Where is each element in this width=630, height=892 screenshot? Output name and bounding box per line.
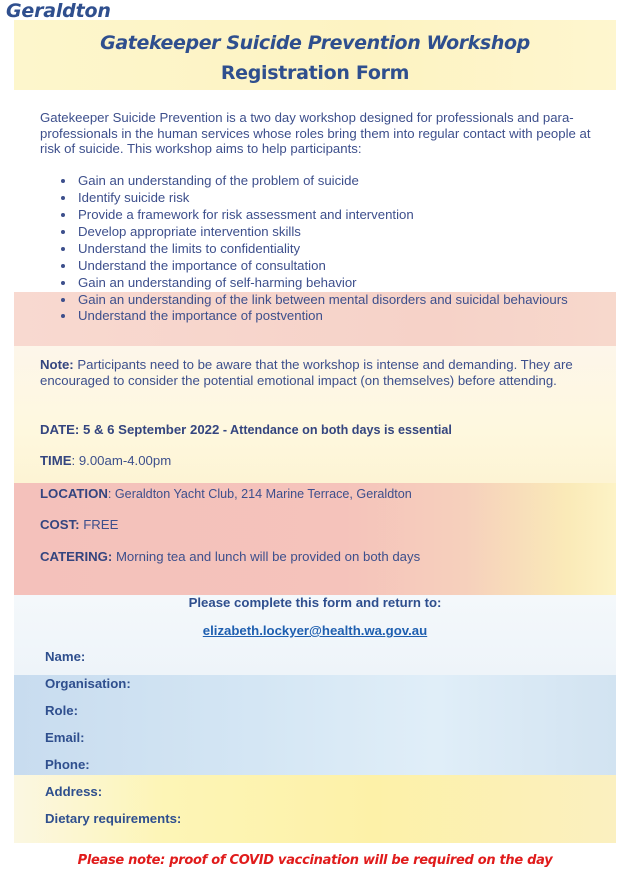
aims-list: [40, 173, 580, 325]
note-label: Note:: [40, 357, 74, 372]
city-heading: Geraldton: [6, 0, 111, 22]
time-text: : 9.00am-4.00pm: [71, 453, 172, 468]
bullet-icon: [61, 196, 65, 200]
intro-paragraph: Gatekeeper Suicide Prevention is a two day workshop designed for professionals and para-professionals in the human services whose roles bring them into regular contact with people at risk of suicide. This workshop aims to help participants:: [40, 110, 591, 156]
cost-text: FREE: [79, 517, 119, 532]
bullet-icon: [61, 179, 65, 183]
aims-list-item: Gain an understanding of self-harming behavior: [40, 275, 580, 291]
aims-list-item: Understand the importance of consultation: [40, 258, 580, 274]
bullet-icon: [61, 264, 65, 268]
catering-line: [40, 549, 420, 564]
aims-list-item: Provide a framework for risk assessment and intervention: [40, 207, 580, 223]
catering-label: CATERING:: [40, 549, 113, 564]
field-role-label[interactable]: Role:: [45, 703, 78, 718]
aims-list-item: Understand the limits to confidentiality: [40, 241, 580, 257]
cost-line: [40, 517, 118, 532]
location-text: : Geraldton Yacht Club, 214 Marine Terrace, Geraldton: [107, 487, 412, 501]
catering-text: Morning tea and lunch will be provided on both days: [112, 549, 421, 564]
date-label: DATE: 5 & 6 September 2022: [40, 422, 220, 437]
bullet-icon: [61, 281, 65, 285]
field-name-label[interactable]: Name:: [45, 649, 86, 664]
return-email-link[interactable]: elizabeth.lockyer@health.wa.gov.au: [202, 623, 428, 638]
workshop-title: Gatekeeper Suicide Prevention Workshop: [100, 32, 530, 54]
bullet-icon: [61, 213, 65, 217]
time-label: TIME: [40, 453, 72, 468]
field-dietary-label[interactable]: Dietary requirements:: [45, 811, 182, 826]
bullet-icon: [61, 230, 65, 234]
bullet-icon: [61, 247, 65, 251]
bullet-icon: [61, 298, 65, 302]
aims-list-item: Gain an understanding of the link between mental disorders and suicidal behaviours: [40, 292, 580, 307]
field-organisation-label[interactable]: Organisation:: [45, 676, 131, 691]
form-subtitle: Registration Form: [220, 62, 410, 84]
bullet-icon: [61, 314, 65, 318]
time-line: [40, 453, 171, 468]
aims-list-item: Develop appropriate intervention skills: [40, 224, 580, 240]
aims-list-item: Gain an understanding of the problem of suicide: [40, 173, 580, 189]
field-phone-label[interactable]: Phone:: [45, 757, 90, 772]
note-paragraph: [40, 357, 600, 389]
covid-vaccination-note: Please note: proof of COVID vaccination will be required on the day: [77, 853, 553, 868]
location-label: LOCATION: [40, 486, 108, 501]
location-line: [40, 486, 412, 501]
aims-list-item: Identify suicide risk: [40, 190, 580, 206]
cost-label: COST:: [40, 517, 80, 532]
return-prompt: Please complete this form and return to:: [188, 595, 442, 610]
field-address-label[interactable]: Address:: [45, 784, 103, 799]
field-email-label[interactable]: Email:: [45, 730, 85, 745]
aims-list-item: Understand the importance of postvention: [40, 308, 580, 324]
note-text: Participants need to be aware that the workshop is intense and demanding. They are encouraged to consider the potential emotional impact (on themselves) before attending.: [40, 357, 573, 388]
date-text: - Attendance on both days is essential: [219, 423, 452, 437]
date-line: [40, 422, 452, 437]
